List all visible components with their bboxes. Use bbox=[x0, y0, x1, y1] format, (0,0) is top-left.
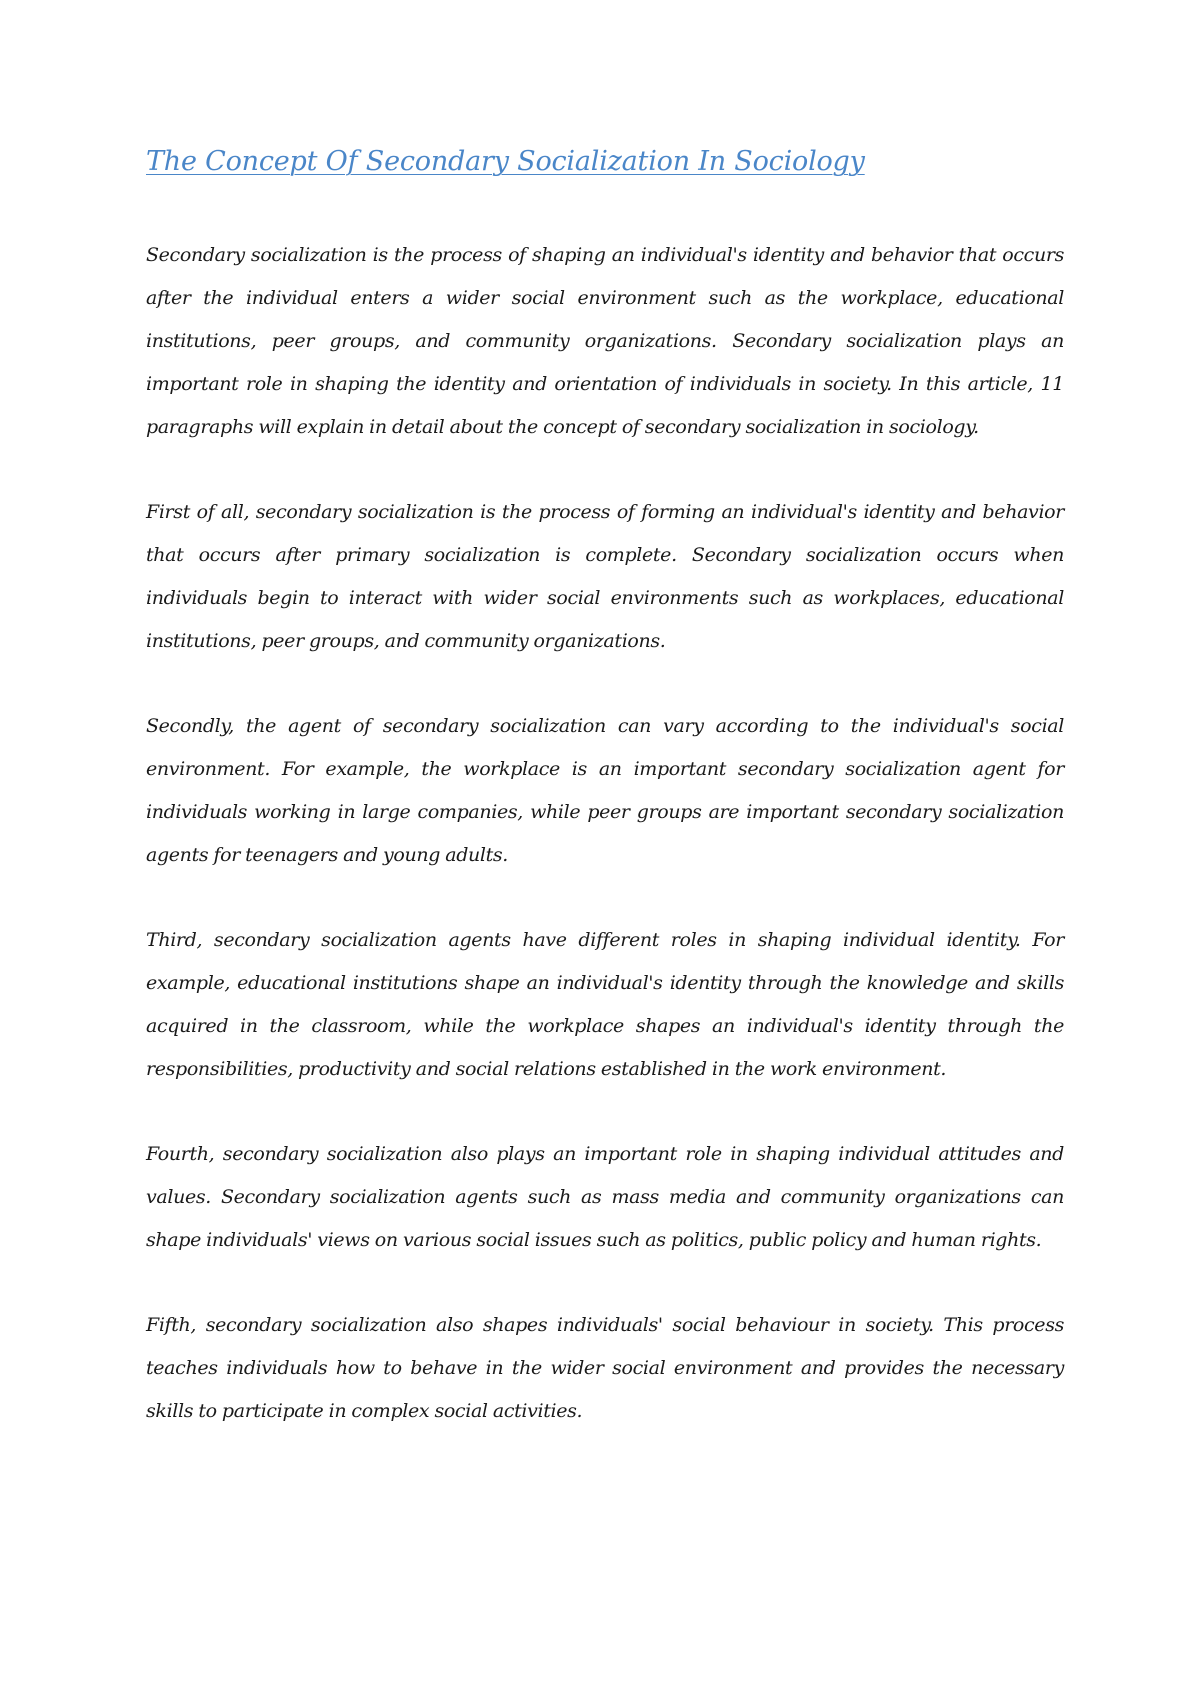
paragraph-first: First of all, secondary socialization is the process of forming an individual's identity and behavior that occurs after primary socialization is complete. Secondary socialization occurs when individuals begin to interact with wider social environments such as workplaces, educational institutions, peer groups, and community organizations. bbox=[146, 501, 1064, 652]
document-body bbox=[146, 142, 1064, 1475]
paragraph-second: Secondly, the agent of secondary socialization can vary according to the individual's social environment. For example, the workplace is an important secondary socialization agent for individuals working in large companies, while peer groups are important secondary socialization agents for teenagers and young adults. bbox=[146, 715, 1064, 866]
paragraph-fourth: Fourth, secondary socialization also plays an important role in shaping individual attitudes and values. Secondary socialization agents such as mass media and community organizations can shape individuals' views on various social issues such as politics, public policy and human rights. bbox=[146, 1143, 1064, 1251]
document-title[interactable]: The Concept Of Secondary Socialization In Sociology bbox=[146, 146, 865, 177]
paragraph-third: Third, secondary socialization agents have different roles in shaping individual identity. For example, educational institutions shape an individual's identity through the knowledge and skills acquired in the classroom, while the workplace shapes an individual's identity through the responsibilities, productivity and social relations established in the work environment. bbox=[146, 929, 1064, 1080]
paragraph-fifth: Fifth, secondary socialization also shapes individuals' social behaviour in society. This process teaches individuals how to behave in the wider social environment and provides the necessary skills to participate in complex social activities. bbox=[146, 1314, 1064, 1422]
paragraph-intro: Secondary socialization is the process of shaping an individual's identity and behavior that occurs after the individual enters a wider social environment such as the workplace, educational institutions, peer groups, and community organizations. Secondary socialization plays an important role in shaping the identity and orientation of individuals in society. In this article, 11 paragraphs will explain in detail about the concept of secondary socialization in sociology. bbox=[146, 244, 1064, 438]
